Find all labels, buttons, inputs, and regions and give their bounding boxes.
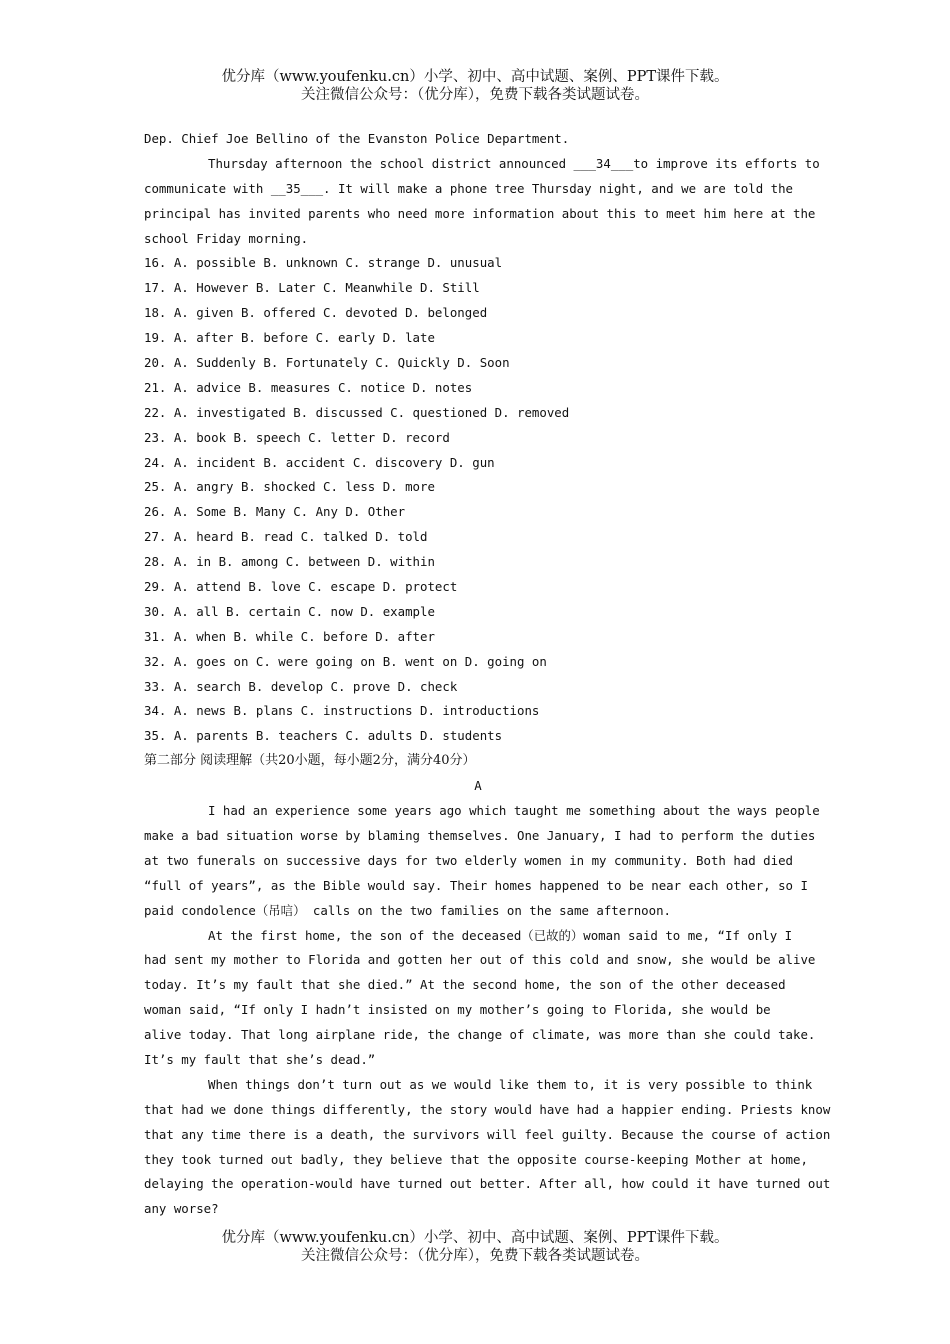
footer-line-2: 关注微信公众号：（优分库），免费下载各类试题试卷。 [301,1248,649,1264]
header-line-2: 关注微信公众号：（优分库），免费下载各类试题试卷。 [301,87,649,103]
document-body [144,127,831,1222]
section-title: 第二部分 阅读理解（共20小题，每小题2分，满分40分） [144,753,476,769]
question-32: 32. A. goes on C. were going on B. went on D. going on [144,653,547,669]
question-21: 21. A. advice B. measures C. notice D. notes [144,379,473,395]
passage-line: It’s my fault that she’s dead.” [144,1051,376,1067]
question-19: 19. A. after B. before C. early D. late [144,330,435,346]
question-16: 16. A. possible B. unknown C. strange D. unusual [144,255,503,271]
page-header [0,68,950,104]
intro-line: Dep. Chief Joe Bellino of the Evanston Police Department. [144,131,570,146]
intro-line: communicate with __35___. It will make a phone tree Thursday night, and we are told the [144,180,794,196]
passage-line: that any time there is a death, the survivors will feel guilty. Because the course of action [144,1126,831,1142]
passage-line: When things don’t turn out as we would like them to, it is very possible to think [208,1076,813,1092]
question-27: 27. A. heard B. read C. talked D. told [144,529,428,545]
header-line-1: 优分库（www.youfenku.cn）小学、初中、高中试题、案例、PPT课件下载。 [221,69,729,85]
passage-line: today. It’s my fault that she died.” At the second home, the son of the other deceased [144,977,786,993]
passage-label: A [474,778,482,794]
footer-line-1: 优分库（www.youfenku.cn）小学、初中、高中试题、案例、PPT课件下载。 [221,1230,729,1246]
question-25: 25. A. angry B. shocked C. less D. more [144,479,435,495]
question-24: 24. A. incident B. accident C. discovery D. gun [144,454,495,470]
passage-line: “full of years”, as the Bible would say. Their homes happened to be near each other, so I [144,877,808,893]
intro-line: school Friday morning. [144,230,309,246]
intro-line: principal has invited parents who need more information about this to meet him here at the [144,205,816,221]
question-28: 28. A. in B. among C. between D. within [144,554,435,570]
question-17: 17. A. However B. Later C. Meanwhile D. Still [144,280,480,296]
question-22: 22. A. investigated B. discussed C. questioned D. removed [144,404,570,420]
question-34: 34. A. news B. plans C. instructions D. introductions [144,703,540,719]
passage-line: they took turned out badly, they believe that the opposite course-keeping Mother at home, [144,1151,808,1167]
passage-line: alive today. That long airplane ride, the change of climate, was more than she could take. [144,1027,816,1043]
question-23: 23. A. book B. speech C. letter D. record [144,429,450,445]
question-35: 35. A. parents B. teachers C. adults D. students [144,728,503,744]
question-30: 30. A. all B. certain C. now D. example [144,603,435,619]
question-20: 20. A. Suddenly B. Fortunately C. Quickly D. Soon [144,355,510,371]
passage-line: paid condolence（吊唁） calls on the two families on the same afternoon. [144,902,671,918]
passage-line: any worse? [144,1201,219,1217]
question-26: 26. A. Some B. Many C. Any D. Other [144,504,406,520]
page-footer [0,1229,950,1265]
passage-line: woman said, “If only I hadn’t insisted on my mother’s going to Florida, she would be [144,1002,771,1018]
question-18: 18. A. given B. offered C. devoted D. belonged [144,305,488,321]
passage-line: had sent my mother to Florida and gotten her out of this cold and snow, she would be alive [144,952,816,968]
question-29: 29. A. attend B. love C. escape D. protect [144,579,458,595]
passage-line: I had an experience some years ago which taught me something about the ways people [208,803,820,819]
question-33: 33. A. search B. develop C. prove D. check [144,678,458,694]
passage-line: At the first home, the son of the deceased（已故的）woman said to me, “If only I [208,927,793,943]
passage-line: at two funerals on successive days for two elderly women in my community. Both had died [144,852,794,868]
passage-line: delaying the operation-would have turned out better. After all, how could it have turned out [144,1176,831,1192]
question-31: 31. A. when B. while C. before D. after [144,628,435,644]
passage-line: that had we done things differently, the story would have had a happier ending. Priests know [144,1101,831,1117]
passage-line: make a bad situation worse by blaming themselves. One January, I had to perform the duties [144,827,816,843]
intro-line: Thursday afternoon the school district announced ___34___to improve its efforts to [208,155,820,171]
